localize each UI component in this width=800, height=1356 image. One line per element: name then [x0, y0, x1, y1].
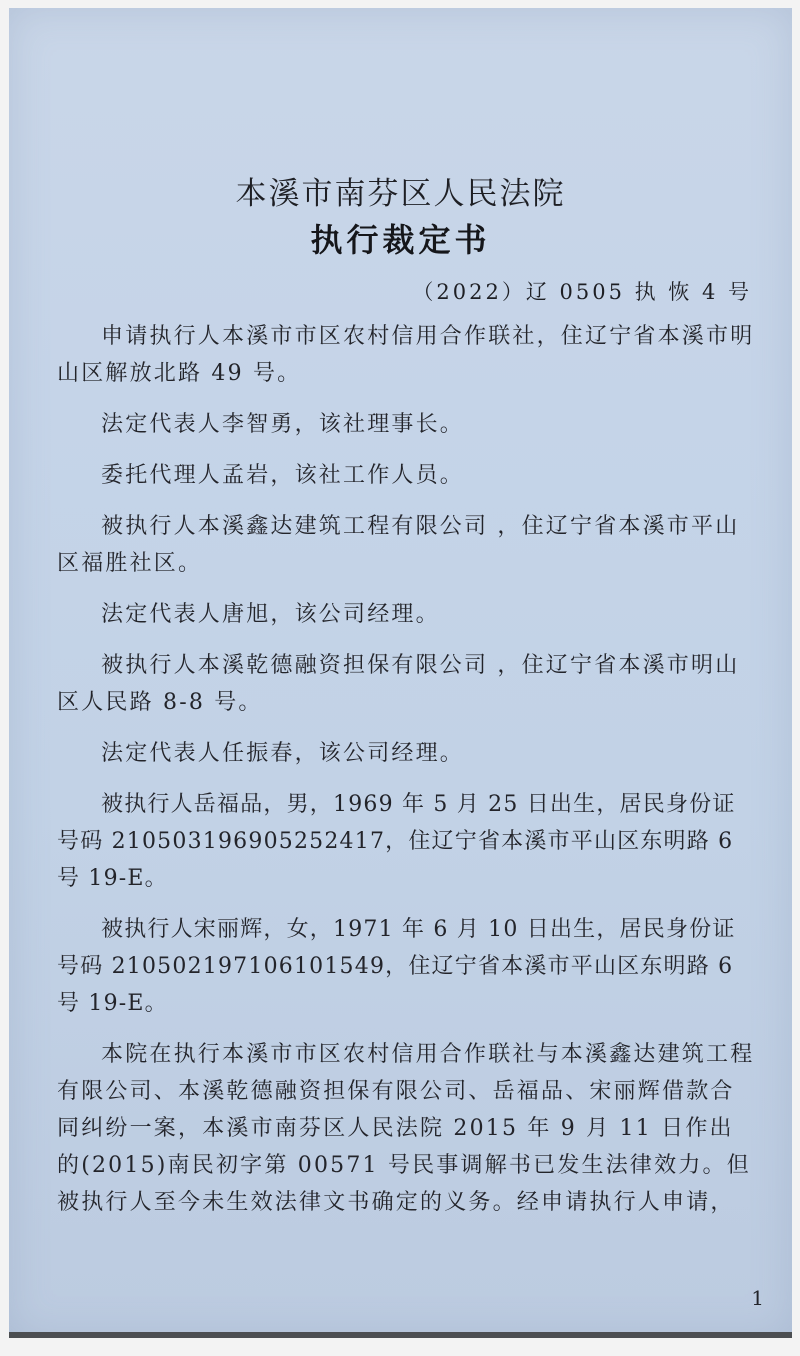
document-title: 执行裁定书: [310, 221, 491, 259]
case-number: （2022）辽 0505 执 恢 4 号: [412, 280, 752, 304]
paragraph-applicant: 申请执行人本溪市市区农村信用合作联社，住辽宁省本溪市明山区解放北路 49 号。: [57, 324, 755, 386]
document-page: [9, 8, 792, 1338]
paragraph-respondent-qiande: 被执行人本溪乾德融资担保有限公司 ，住辽宁省本溪市明山区人民路 8-8 号。: [57, 653, 740, 715]
paragraph-case-facts: 本院在执行本溪市市区农村信用合作联社与本溪鑫达建筑工程有限公司、本溪乾德融资担保有限公司、岳福品、宋丽辉借款合同纠纷一案，本溪市南芬区人民法院 2015 年 9 月 11 日作出的(2015)南民初字第 00571 号民事调解书已发生法律效力。但被执行人至今未生效法律文书确定的义务。经申请执行人申请，: [57, 1042, 755, 1215]
page-number: 1: [751, 1286, 764, 1310]
paragraph-applicant-representative: 法定代表人李智勇，该社理事长。: [101, 412, 465, 437]
paragraph-respondent-yue: 被执行人岳福品，男，1969 年 5 月 25 日出生，居民身份证号码 210503196905252417，住辽宁省本溪市平山区东明路 6 号 19-E。: [57, 792, 736, 891]
paragraph-respondent-song: 被执行人宋丽辉，女，1971 年 6 月 10 日出生，居民身份证号码 210502197106101549，住辽宁省本溪市平山区东明路 6 号 19-E。: [57, 917, 736, 1016]
document-body: [57, 318, 757, 1235]
court-name: 本溪市南芬区人民法院: [235, 176, 566, 212]
paragraph-respondent-xinda: 被执行人本溪鑫达建筑工程有限公司 ，住辽宁省本溪市平山区福胜社区。: [57, 514, 740, 576]
paragraph-applicant-agent: 委托代理人孟岩，该社工作人员。: [101, 463, 465, 488]
paragraph-xinda-representative: 法定代表人唐旭，该公司经理。: [101, 602, 440, 627]
page-bottom-edge: [9, 1332, 792, 1338]
paragraph-qiande-representative: 法定代表人任振春，该公司经理。: [101, 741, 465, 766]
